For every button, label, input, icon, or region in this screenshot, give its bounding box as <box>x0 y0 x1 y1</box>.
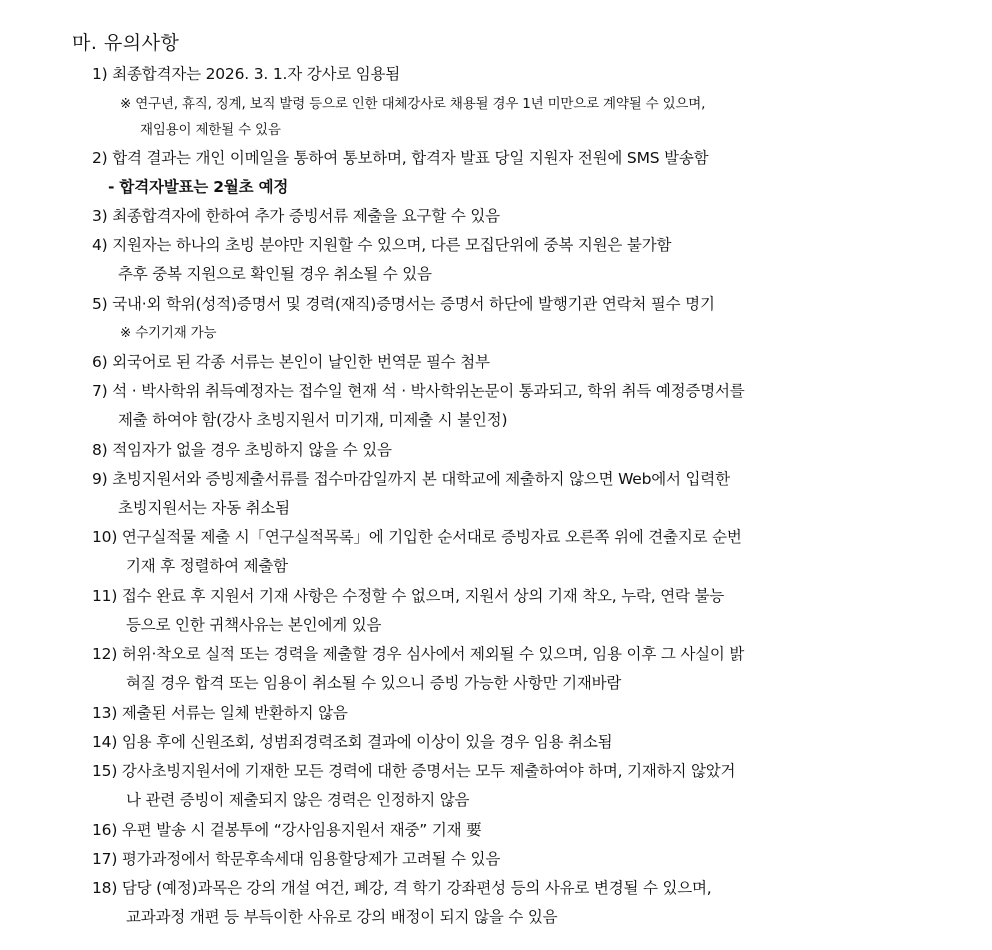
item-2: 2) 합격 결과는 개인 이메일을 통하여 통보하며, 합격자 발표 당일 지원자 전원에 SMS 발송함 <box>92 149 709 167</box>
item-4-cont: 추후 중복 지원으로 확인될 경우 취소될 수 있음 <box>118 265 432 283</box>
item-11-cont: 등으로 인한 귀책사유는 본인에게 있음 <box>126 616 382 634</box>
item-2-sub: - 합격자발표는 2월초 예정 <box>108 178 289 196</box>
item-12-cont: 혀질 경우 합격 또는 임용이 취소될 수 있으니 증빙 가능한 사항만 기재바람 <box>126 674 622 692</box>
item-1-note-cont: 재임용이 제한될 수 있음 <box>140 122 281 138</box>
item-8: 8) 적임자가 없을 경우 초빙하지 않을 수 있음 <box>92 441 392 459</box>
item-1-note: ※ 연구년, 휴직, 징계, 보직 발령 등으로 인한 대체강사로 채용될 경우 1년 미만으로 계약될 수 있으며, <box>120 96 706 112</box>
item-4: 4) 지원자는 하나의 초빙 분야만 지원할 수 있으며, 다른 모집단위에 중복 지원은 불가함 <box>92 236 672 254</box>
item-12: 12) 허위·착오로 실적 또는 경력을 제출할 경우 심사에서 제외될 수 있으며, 임용 이후 그 사실이 밝 <box>92 645 745 663</box>
item-17: 17) 평가과정에서 학문후속세대 임용할당제가 고려될 수 있음 <box>92 850 501 868</box>
item-6: 6) 외국어로 된 각종 서류는 본인이 날인한 번역문 필수 첨부 <box>92 353 490 371</box>
item-9-cont: 초빙지원서는 자동 취소됨 <box>118 499 290 517</box>
item-10: 10) 연구실적물 제출 시「연구실적목록」에 기입한 순서대로 증빙자료 오른쪽 위에 견출지로 순번 <box>92 528 742 546</box>
item-18-cont: 교과과정 개편 등 부득이한 사유로 강의 배정이 되지 않을 수 있음 <box>126 908 558 926</box>
item-5: 5) 국내·외 학위(성적)증명서 및 경력(재직)증명서는 증명서 하단에 발행기관 연락처 필수 명기 <box>92 295 715 313</box>
item-13: 13) 제출된 서류는 일체 반환하지 않음 <box>92 704 348 722</box>
section-title: 마. 유의사항 <box>72 32 180 54</box>
item-7-cont: 제출 하여야 함(강사 초빙지원서 미기재, 미제출 시 불인정) <box>118 411 508 429</box>
item-11: 11) 접수 완료 후 지원서 기재 사항은 수정할 수 없으며, 지원서 상의 기재 착오, 누락, 연락 불능 <box>92 587 725 605</box>
item-15-cont: 나 관련 증빙이 제출되지 않은 경력은 인정하지 않음 <box>126 791 470 809</box>
item-16: 16) 우편 발송 시 겉봉투에 “강사임용지원서 재중” 기재 要 <box>92 821 482 839</box>
item-7: 7) 석 · 박사학위 취득예정자는 접수일 현재 석 · 박사학위논문이 통과되고, 학위 취득 예정증명서를 <box>92 382 745 400</box>
item-18: 18) 담당 (예정)과목은 강의 개설 여건, 폐강, 격 학기 강좌편성 등의 사유로 변경될 수 있으며, <box>92 879 712 897</box>
item-3: 3) 최종합격자에 한하여 추가 증빙서류 제출을 요구할 수 있음 <box>92 207 500 225</box>
item-15: 15) 강사초빙지원서에 기재한 모든 경력에 대한 증명서는 모두 제출하여야 하며, 기재하지 않았거 <box>92 762 736 780</box>
item-1: 1) 최종합격자는 2026. 3. 1.자 강사로 임용됨 <box>92 65 401 83</box>
item-10-cont: 기재 후 정렬하여 제출함 <box>126 557 288 575</box>
item-9: 9) 초빙지원서와 증빙제출서류를 접수마감일까지 본 대학교에 제출하지 않으면 Web에서 입력한 <box>92 470 730 488</box>
item-5-note: ※ 수기기재 가능 <box>120 325 217 341</box>
item-14: 14) 임용 후에 신원조회, 성범죄경력조회 결과에 이상이 있을 경우 임용 취소됨 <box>92 733 613 751</box>
